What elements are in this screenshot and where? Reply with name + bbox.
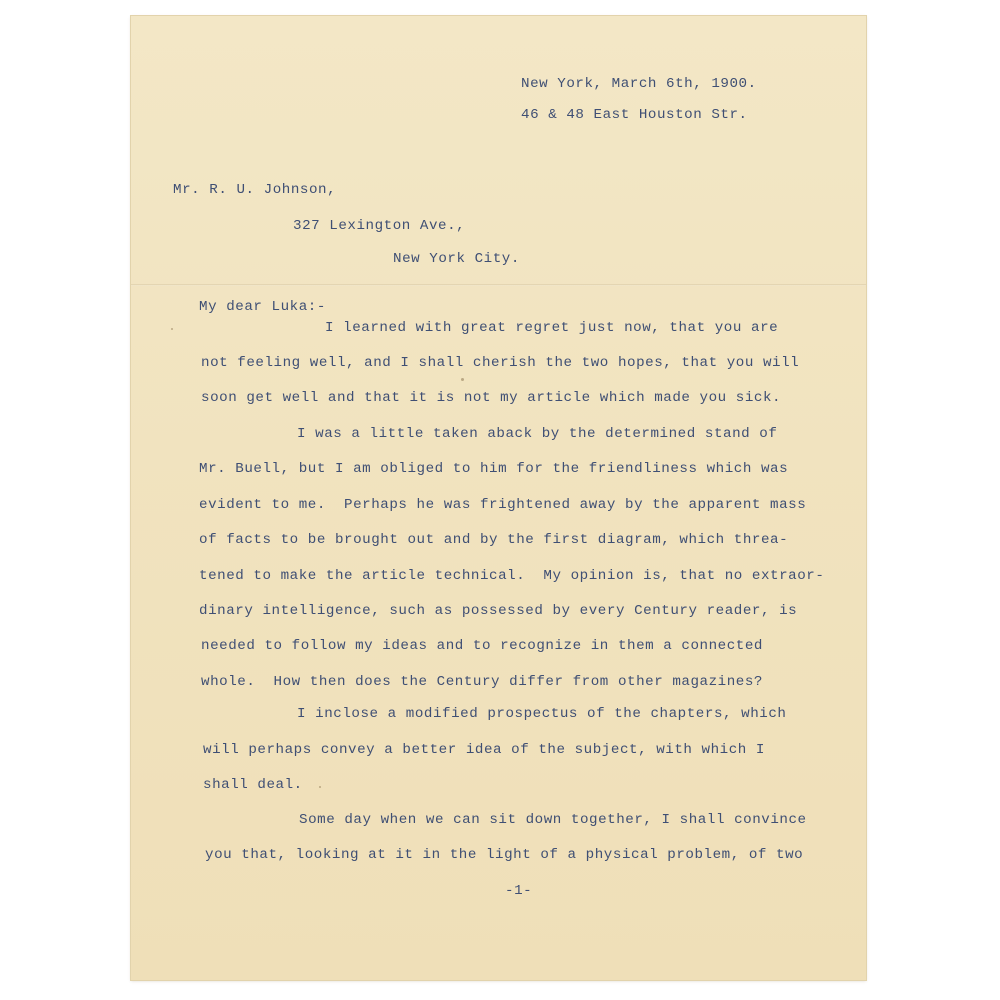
salutation: My dear Luka:-	[199, 299, 326, 315]
body-line: of facts to be brought out and by the first diagram, which threa-	[199, 532, 789, 548]
body-line: dinary intelligence, such as possessed by every Century reader, is	[199, 603, 798, 619]
body-line: shall deal.	[203, 777, 303, 793]
paper-fold	[131, 284, 866, 286]
recipient-street: 327 Lexington Ave.,	[293, 218, 466, 234]
recipient-city: New York City.	[393, 251, 520, 267]
page-number: -1-	[505, 883, 533, 899]
body-line: I was a little taken aback by the determined stand of	[297, 426, 778, 442]
body-line: Mr. Buell, but I am obliged to him for the friendliness which was	[199, 461, 789, 477]
paper-speck	[171, 328, 173, 330]
body-line: whole. How then does the Century differ from other magazines?	[201, 674, 763, 690]
letter-page	[131, 16, 866, 980]
body-line: not feeling well, and I shall cherish the two hopes, that you will	[201, 355, 800, 371]
paper-speck	[461, 378, 464, 381]
body-line: I inclose a modified prospectus of the chapters, which	[297, 706, 787, 722]
paper-speck	[319, 786, 321, 788]
letter-date: New York, March 6th, 1900.	[521, 76, 757, 92]
body-line: needed to follow my ideas and to recognize in them a connected	[201, 638, 763, 654]
body-line: evident to me. Perhaps he was frightened away by the apparent mass	[199, 497, 807, 513]
body-line: soon get well and that it is not my article which made you sick.	[201, 390, 782, 406]
body-line: Some day when we can sit down together, I shall convince	[299, 812, 807, 828]
body-line: I learned with great regret just now, that you are	[325, 320, 779, 336]
body-line: you that, looking at it in the light of a physical problem, of two	[205, 847, 804, 863]
sender-address: 46 & 48 East Houston Str.	[521, 107, 748, 123]
body-line: tened to make the article technical. My opinion is, that no extraor-	[199, 568, 825, 584]
recipient-name: Mr. R. U. Johnson,	[173, 182, 337, 198]
body-line: will perhaps convey a better idea of the subject, with which I	[203, 742, 765, 758]
